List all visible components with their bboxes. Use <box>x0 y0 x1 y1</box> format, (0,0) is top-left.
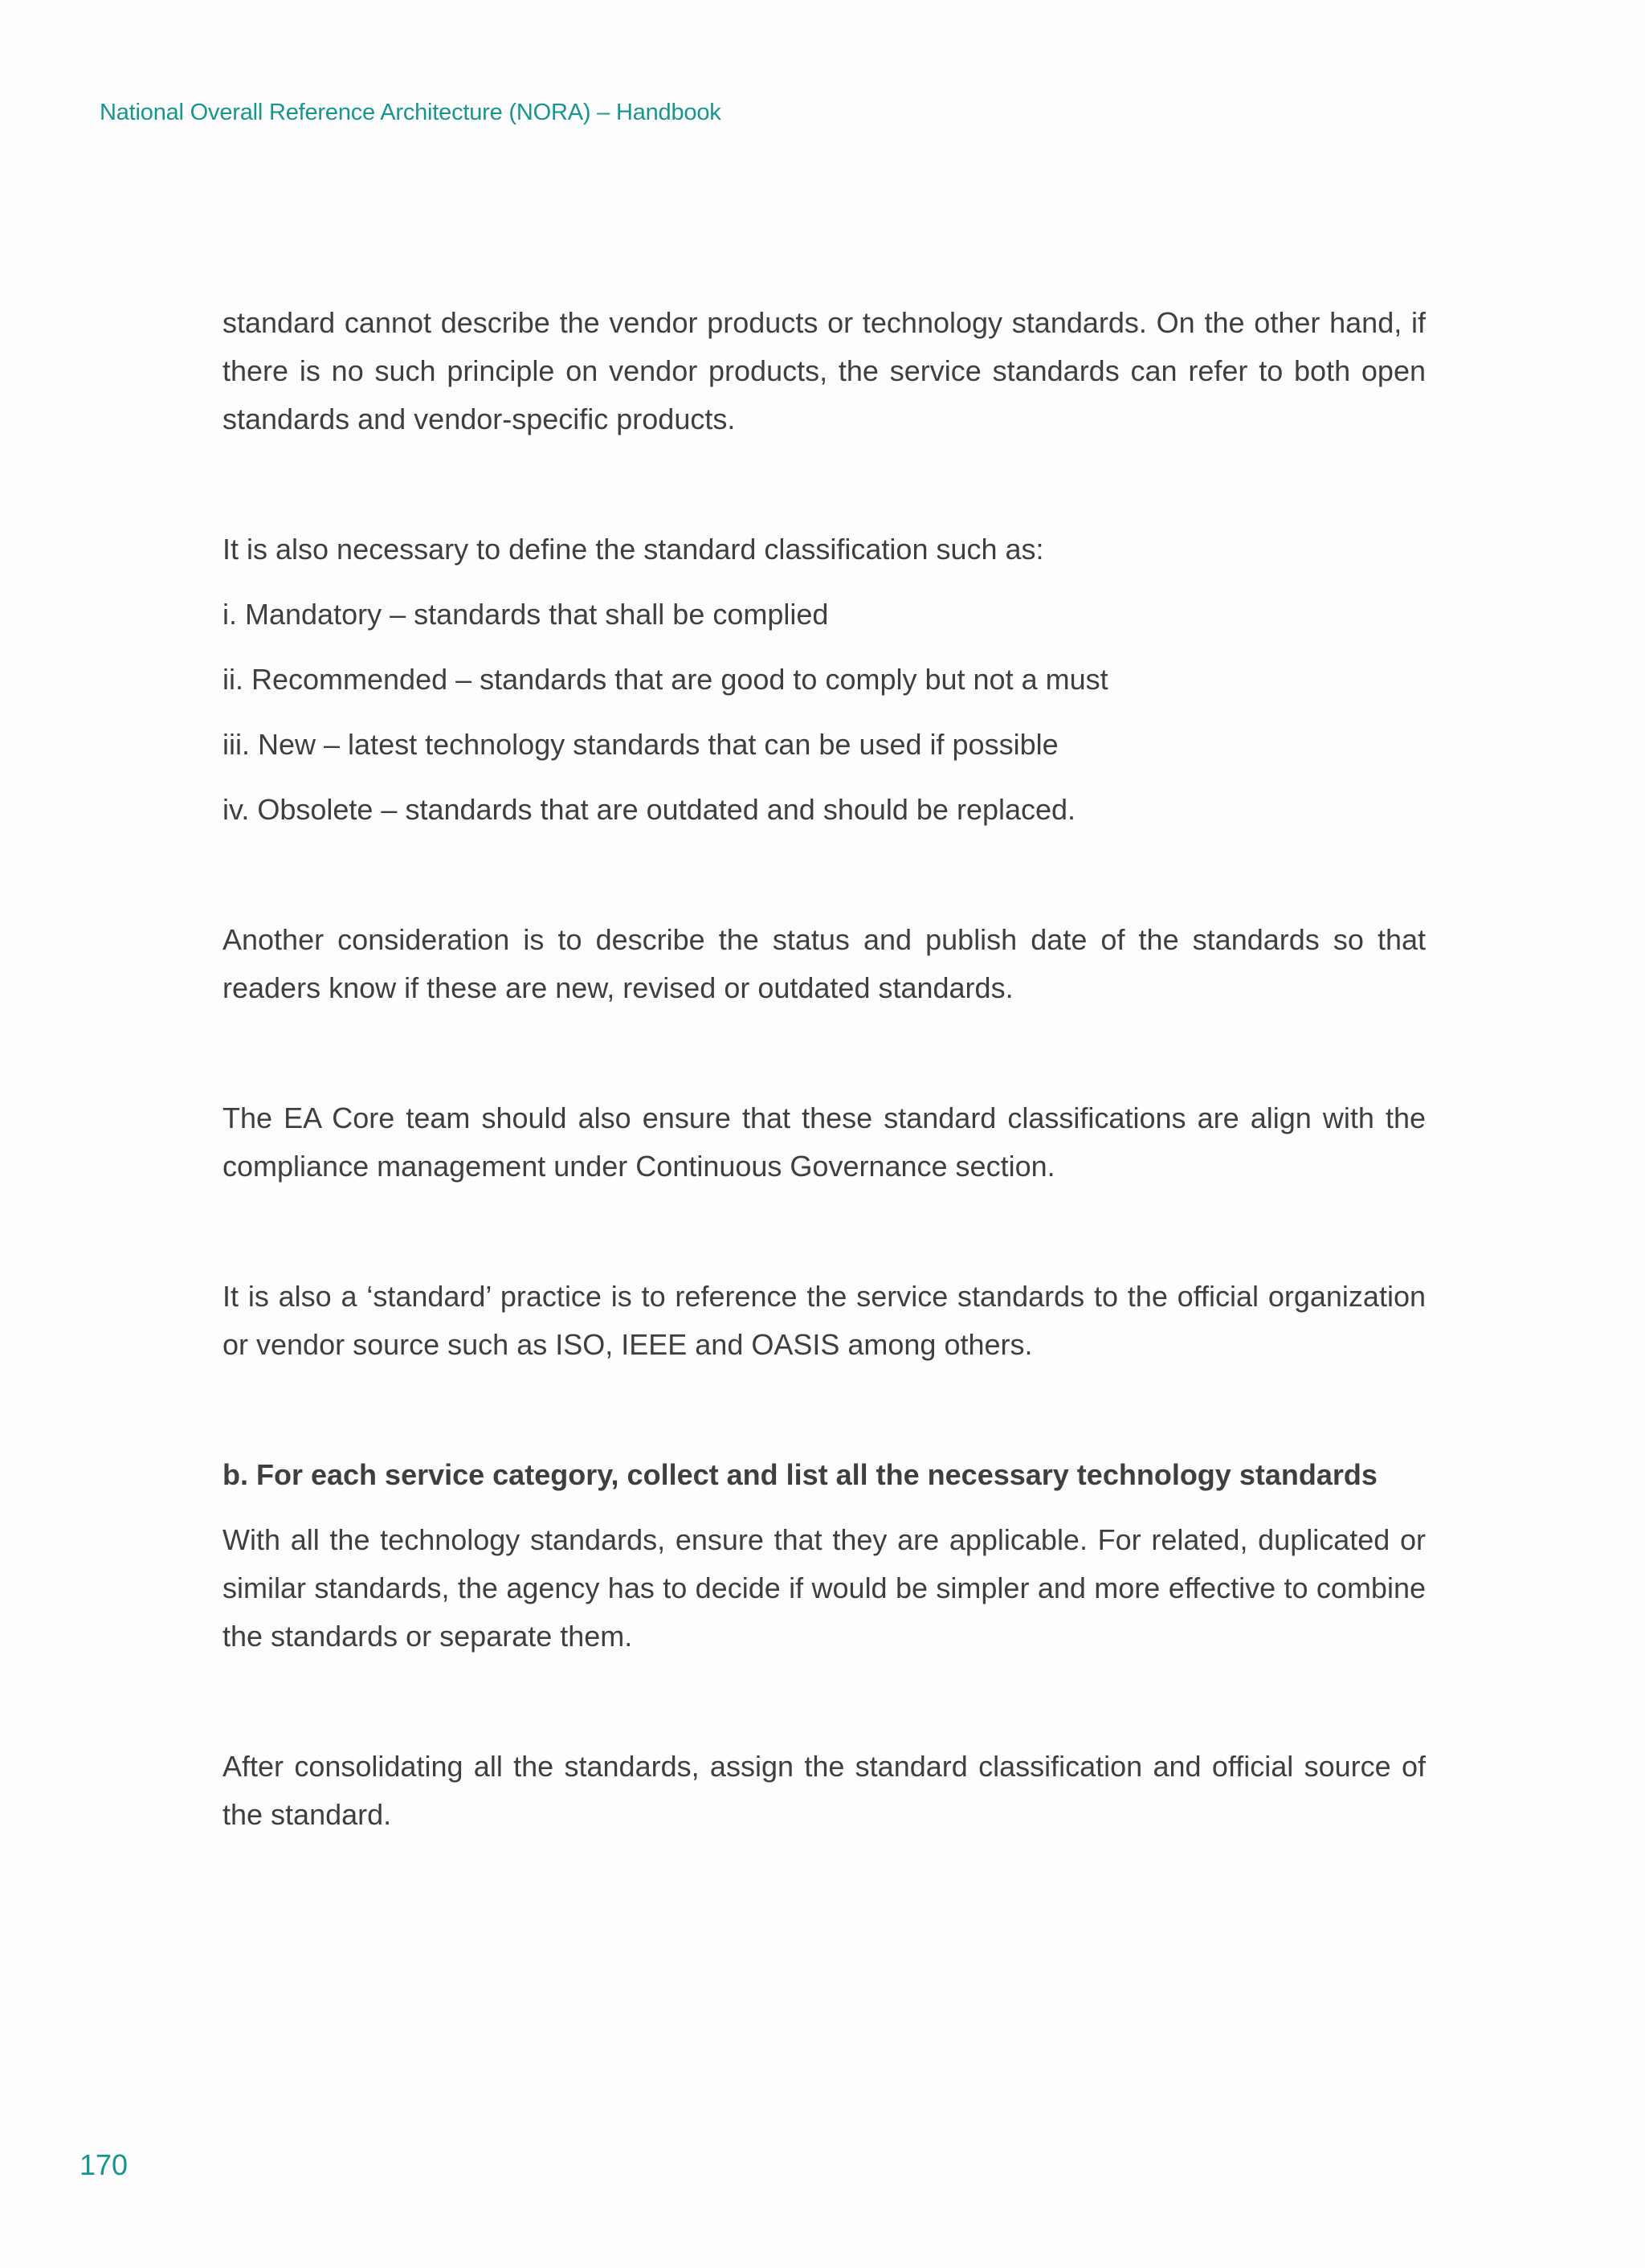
page-header: National Overall Reference Architecture (NORA) – Handbook <box>100 100 721 125</box>
section-subheading: b. For each service category, collect and list all the necessary technology standards <box>222 1458 1378 1491</box>
page-number: 170 <box>80 2148 129 2181</box>
list-item-new: iii. New – latest technology standards that can be used if possible <box>222 728 1059 761</box>
paragraph-reference-sources: It is also a ‘standard’ practice is to reference the service standards to the official organization or vendor source such as ISO, IEEE and OASIS among others. <box>222 1280 1426 1361</box>
paragraph-applicable-standards: With all the technology standards, ensure that they are applicable. For related, duplicated or similar standards, the agency has to decide if would be simpler and more effective to combine the standards or separate them. <box>222 1523 1426 1653</box>
classification-list <box>222 590 1426 834</box>
paragraph-vendor-products: standard cannot describe the vendor products or technology standards. On the other hand, if there is no such principle on vendor products, the service standards can refer to both open standards and vendor-specific products. <box>222 306 1426 435</box>
paragraph-status-publish-date: Another consideration is to describe the status and publish date of the standards so that readers know if these are new, revised or outdated standards. <box>222 923 1426 1004</box>
paragraph-consolidating: After consolidating all the standards, assign the standard classification and official source of the standard. <box>222 1750 1426 1831</box>
main-content <box>222 299 1426 1839</box>
list-item-obsolete: iv. Obsolete – standards that are outdated and should be replaced. <box>222 793 1076 826</box>
list-item-recommended: ii. Recommended – standards that are good to comply but not a must <box>222 663 1108 696</box>
paragraph-ea-core-team: The EA Core team should also ensure that these standard classifications are align with the compliance management under Continuous Governance section. <box>222 1101 1426 1183</box>
paragraph-classification-intro: It is also necessary to define the standard classification such as: <box>222 533 1044 566</box>
list-item-mandatory: i. Mandatory – standards that shall be complied <box>222 598 829 631</box>
